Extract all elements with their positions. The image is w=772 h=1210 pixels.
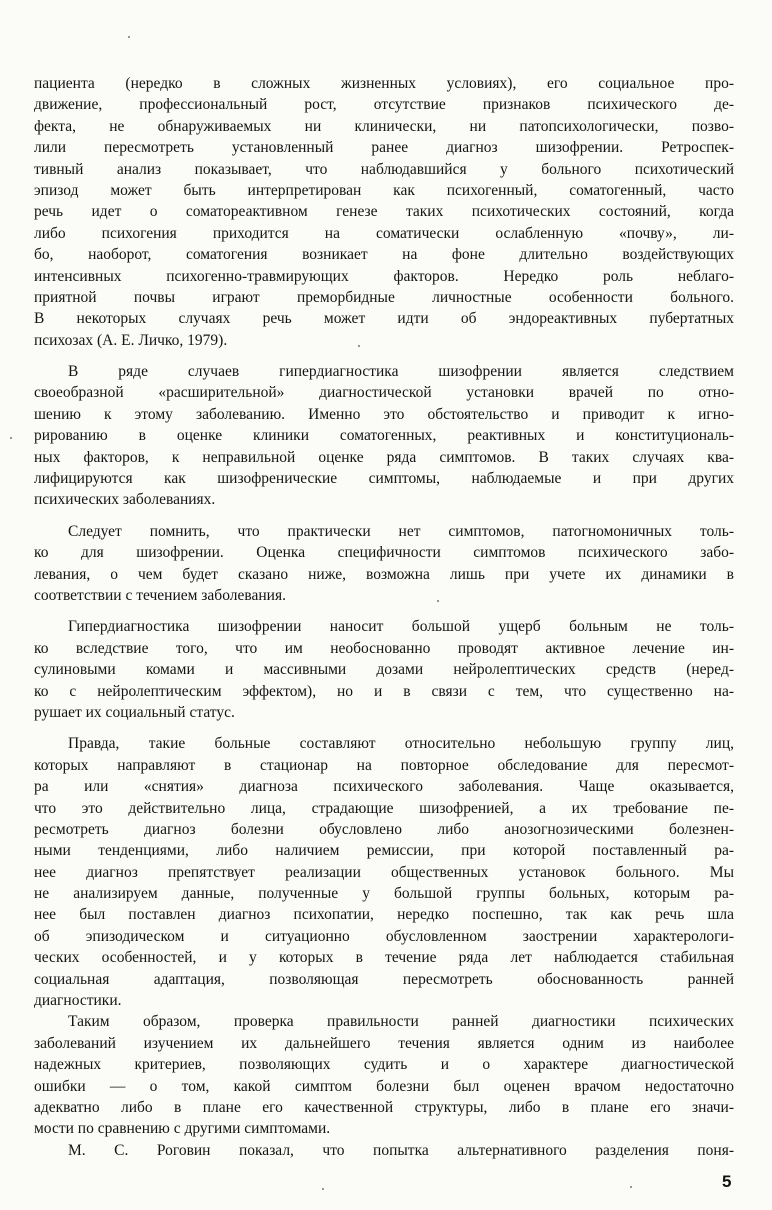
text-line: психических заболеваниях. xyxy=(34,491,216,509)
text-line: диагностики. xyxy=(34,992,122,1010)
paragraph-gap xyxy=(34,723,734,733)
paragraph-gap xyxy=(34,511,734,521)
text-line: эпизод может быть интерпретирован как психогенный, соматогенный, часто xyxy=(34,181,734,199)
text-line: левания, о чем будет сказано ниже, возможна лишь при учете их динамики в xyxy=(34,565,734,583)
scan-speck xyxy=(630,1186,632,1188)
text-line: лифицируются как шизофренические симптомы, наблюдаемые и при других xyxy=(34,470,734,488)
paragraph-gap xyxy=(34,351,734,361)
text-line: ко с нейролептическим эффектом), но и в связи с тем, что существенно на- xyxy=(34,682,734,700)
text-line: Правда, такие больные составляют относительно небольшую группу лиц, xyxy=(68,735,734,753)
paragraph xyxy=(34,73,734,351)
text-line: фекта, не обнаруживаемых ни клинически, ни патопсихологически, позво- xyxy=(34,117,734,135)
text-line: шению к этому заболеванию. Именно это обстоятельство и приводит к игно- xyxy=(34,405,734,423)
text-line: надежных критериев, позволяющих судить и о характере диагностической xyxy=(34,1056,734,1074)
paragraph xyxy=(34,1011,734,1139)
text-line: социальная адаптация, позволяющая пересмотреть обоснованность ранней xyxy=(34,970,734,988)
text-line: М. С. Роговин показал, что попытка альтернативного разделения поня- xyxy=(68,1141,734,1159)
paragraph xyxy=(34,361,734,511)
text-line: Гипердиагностика шизофрении наносит большой ущерб больным не толь- xyxy=(68,618,734,636)
text-line: ресмотреть диагноз болезни обусловлено либо анозогнозическими болезнен- xyxy=(34,820,734,838)
text-line: об эпизодическом и ситуационно обусловленном заострении характерологи- xyxy=(34,927,734,945)
text-line: адекватно либо в плане его качественной структуры, либо в плане его значи- xyxy=(34,1098,734,1116)
text-line: соответствии с течением заболевания. xyxy=(34,586,286,604)
text-line: речь идет о соматореактивном генезе таких психотических состояний, когда xyxy=(34,203,734,221)
text-line: лили пересмотреть установленный ранее диагноз шизофрении. Ретроспек- xyxy=(34,139,734,157)
page-number: 5 xyxy=(722,1172,732,1191)
text-line: либо психогения приходится на соматически ослабленную «почву», ли- xyxy=(34,224,734,242)
text-line: В некоторых случаях речь может идти об эндореактивных пубертатных xyxy=(34,310,734,328)
text-line: ческих особенностей, и у которых в течение ряда лет наблюдается стабильная xyxy=(34,949,734,967)
text-line: рированию в оценке клиники соматогенных, реактивных и конституциональ- xyxy=(34,427,734,445)
text-line: тивный анализ показывает, что наблюдавшийся у больного психотический xyxy=(34,160,734,178)
text-line: ных факторов, к неправильной оценке ряда симптомов. В таких случаях ква- xyxy=(34,448,734,466)
text-line: движение, профессиональный рост, отсутствие признаков психического де- xyxy=(34,96,734,114)
scan-speck xyxy=(10,437,12,439)
paragraph xyxy=(34,616,734,723)
text-line: заболеваний изучением их дальнейшего течения является одним из наиболее xyxy=(34,1034,734,1052)
text-line: Следует помнить, что практически нет симптомов, патогномоничных толь- xyxy=(68,522,734,540)
text-line: сулиновыми комами и массивными дозами нейролептических средств (неред- xyxy=(34,661,734,679)
text-line: рушает их социальный статус. xyxy=(34,703,235,721)
text-line: мости по сравнению с другими симптомами. xyxy=(34,1120,331,1138)
text-line: пациента (нередко в сложных жизненных условиях), его социальное про- xyxy=(34,75,734,92)
scan-speck xyxy=(128,36,130,38)
text-line: бо, наоборот, соматогения возникает на фоне длительно воздействующих xyxy=(34,246,734,264)
text-line: психозах (А. Е. Личко, 1979). xyxy=(34,331,228,349)
scan-speck xyxy=(322,1188,324,1190)
text-line: нее был поставлен диагноз психопатии, нередко поспешно, так как речь шла xyxy=(34,906,734,924)
text-line: ко вследствие того, что им необоснованно проводят активное лечение ин- xyxy=(34,639,734,657)
body-text xyxy=(34,73,734,1161)
text-line: интенсивных психогенно-травмирующих факторов. Нередко роль неблаго- xyxy=(34,267,734,285)
paragraph xyxy=(34,1140,734,1161)
text-line: приятной почвы играют преморбидные личностные особенности больного. xyxy=(34,288,734,306)
text-line: не анализируем данные, полученные у большой группы больных, которым ра- xyxy=(34,885,734,903)
paragraph xyxy=(34,733,734,1011)
paragraph xyxy=(34,521,734,607)
text-line: ошибки — о том, какой симптом болезни был оценен врачом недостаточно xyxy=(34,1077,734,1095)
paragraph-gap xyxy=(34,606,734,616)
text-line: что это действительно лица, страдающие шизофренией, а их требование пе- xyxy=(34,799,734,817)
text-line: Таким образом, проверка правильности ранней диагностики психических xyxy=(68,1013,734,1031)
text-line: своеобразной «расширительной» диагностической установки врачей по отно- xyxy=(34,384,734,402)
text-line: В ряде случаев гипердиагностика шизофрении является следствием xyxy=(68,363,734,381)
text-line: ра или «снятия» диагноза психического заболевания. Чаще оказывается, xyxy=(34,778,734,796)
text-line: нее диагноз препятствует реализации общественных установок больного. Мы xyxy=(34,863,734,881)
text-line: ными тенденциями, либо наличием ремиссии, при которой поставленный ра- xyxy=(34,842,734,860)
text-line: ко для шизофрении. Оценка специфичности симптомов психического забо- xyxy=(34,544,734,562)
text-line: которых направляют в стационар на повторное обследование для пересмот- xyxy=(34,756,734,774)
